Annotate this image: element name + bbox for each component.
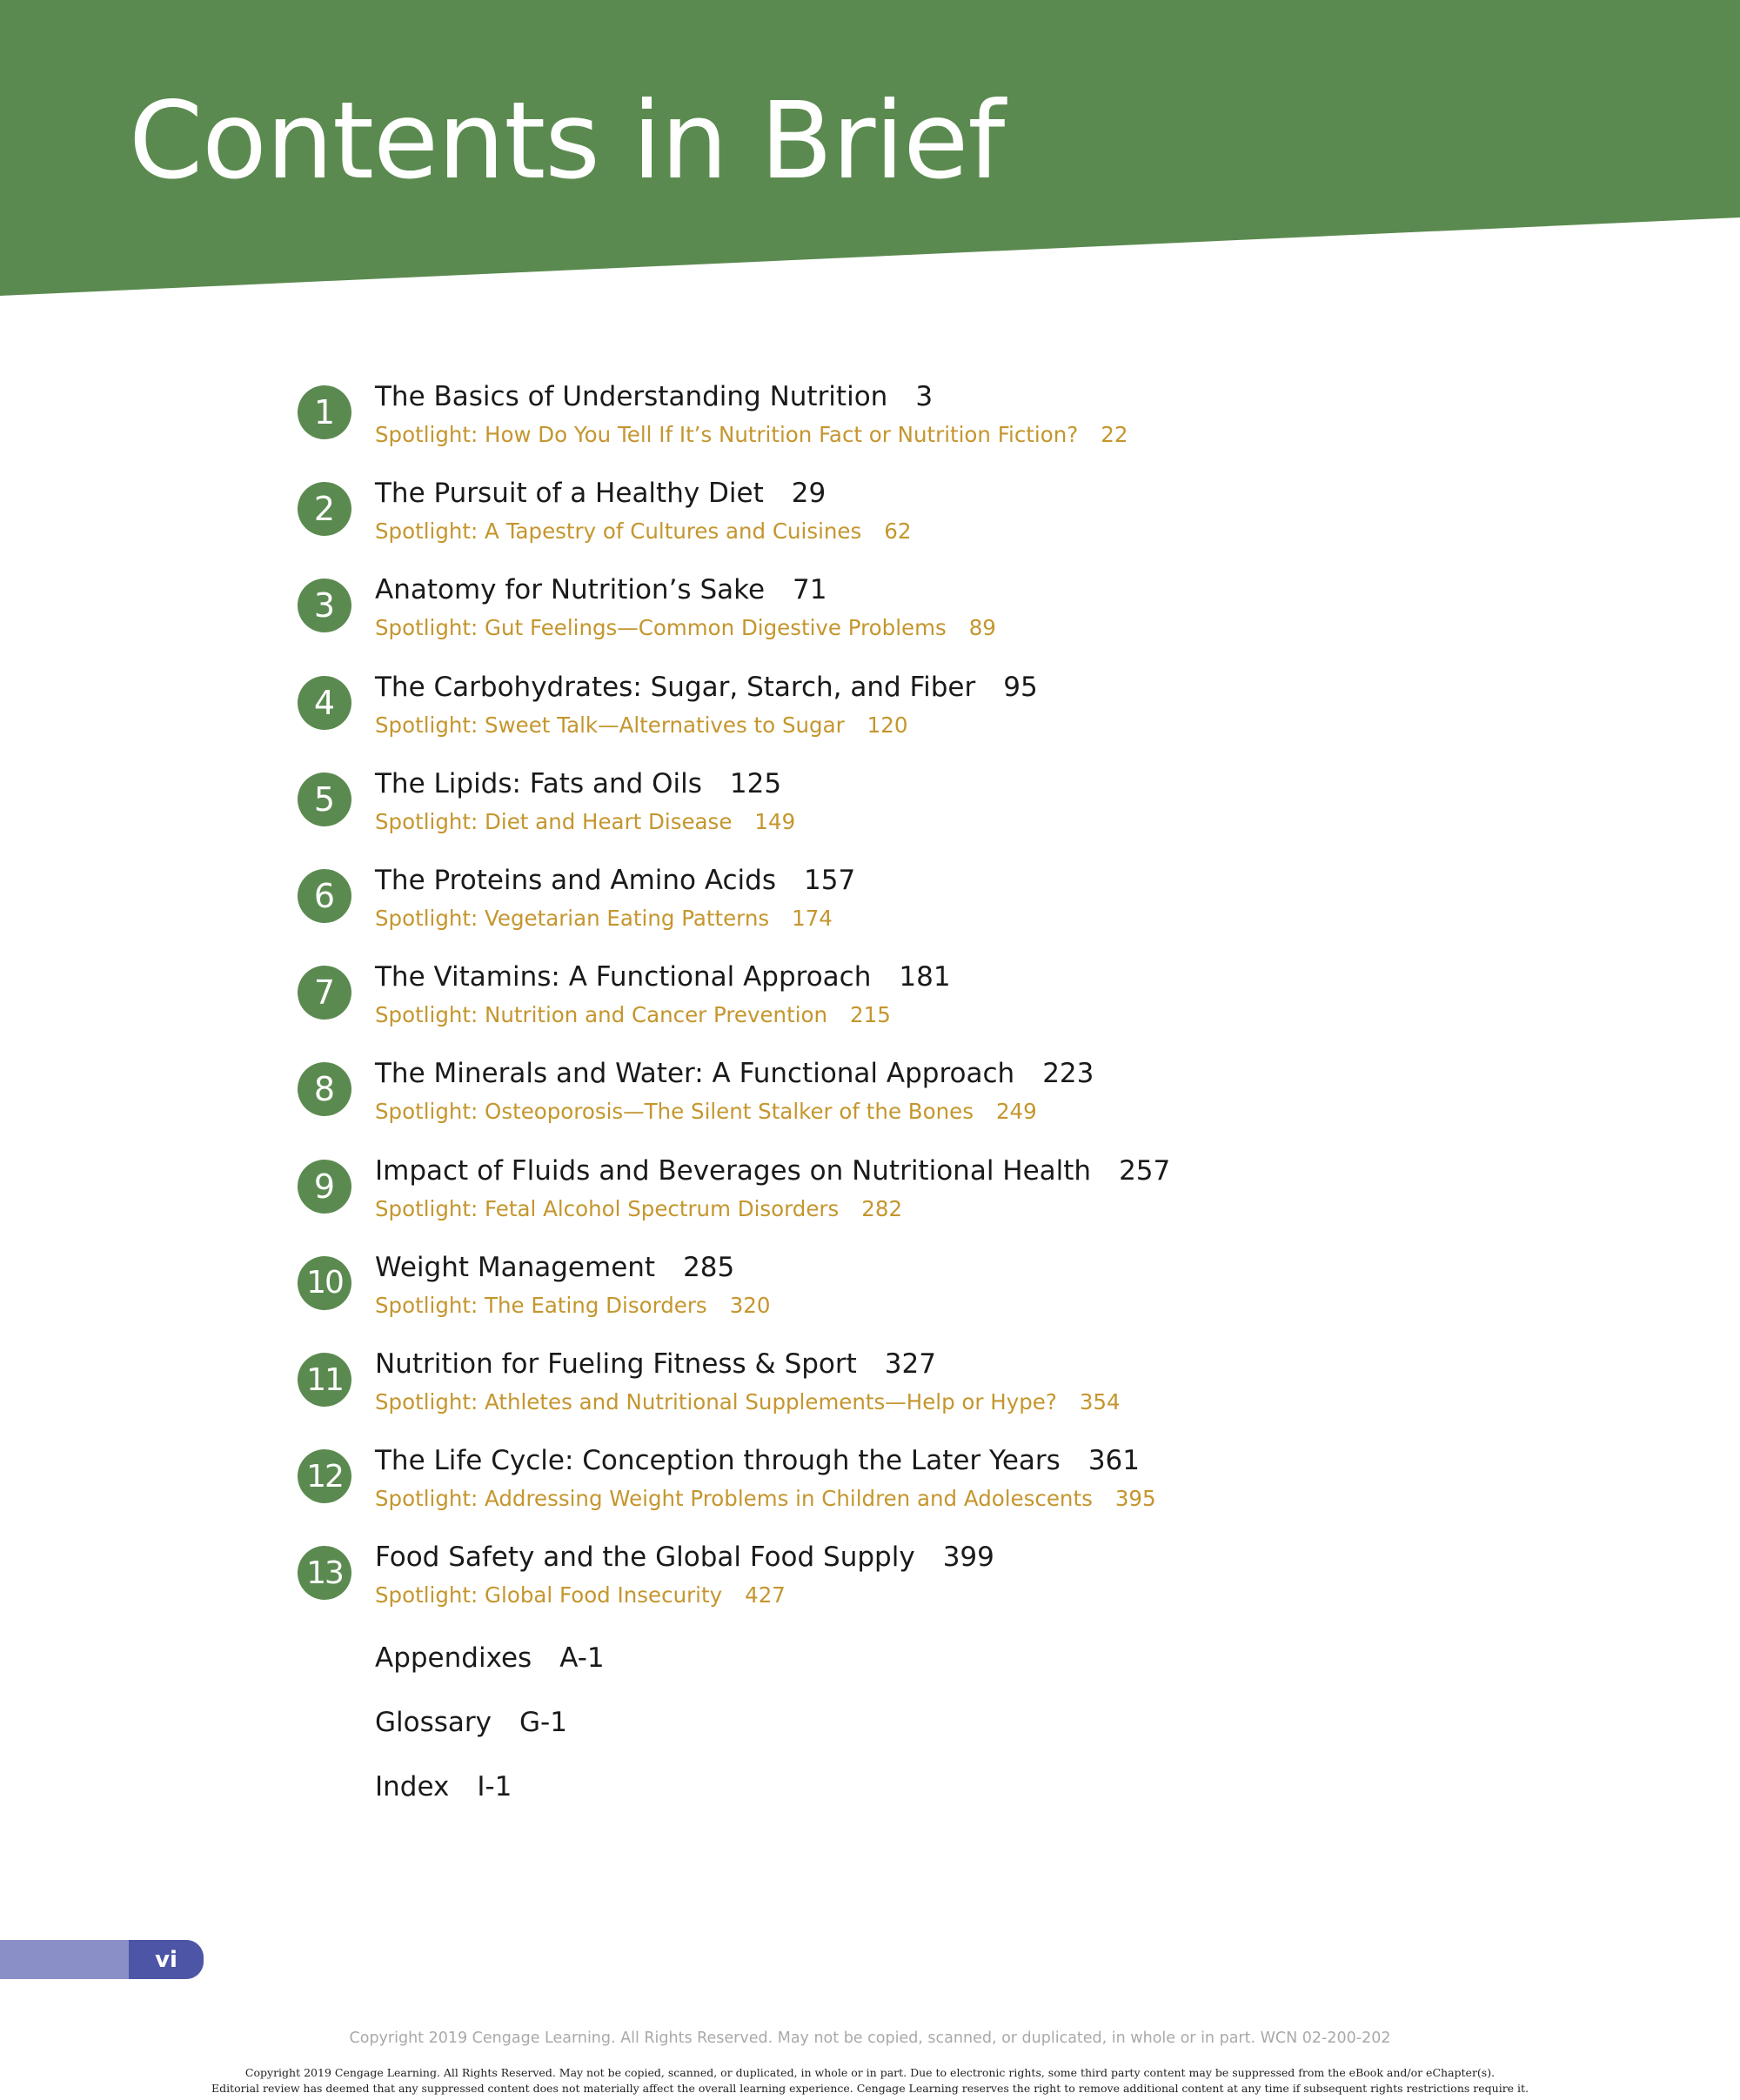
- chapter-number-badge: 4: [298, 676, 351, 730]
- chapter-line: [375, 574, 827, 605]
- chapter-page-number: 71: [793, 574, 827, 606]
- chapter-page-number: 285: [683, 1251, 735, 1283]
- page-title: Contents in Brief: [129, 79, 1005, 203]
- spotlight-page-number: 395: [1114, 1486, 1156, 1512]
- spotlight-page-number: 62: [884, 518, 912, 545]
- spotlight-page-number: 174: [792, 906, 833, 931]
- chapter-line: [375, 672, 1038, 703]
- spotlight-title: Spotlight: Nutrition and Cancer Prevention: [375, 1002, 828, 1028]
- spotlight-page-number: 215: [850, 1002, 891, 1028]
- chapter-number-badge: 12: [298, 1449, 351, 1503]
- chapter-title: The Basics of Understanding Nutrition: [375, 381, 888, 412]
- chapter-entry: [0, 961, 1392, 1053]
- spotlight-line: [375, 422, 1128, 447]
- spotlight-page-number: 120: [867, 712, 908, 738]
- spotlight-title: Spotlight: How Do You Tell If It’s Nutrition Fact or Nutrition Fiction?: [375, 422, 1079, 447]
- page-number-folio: vi: [129, 1940, 204, 1979]
- chapter-entry: [0, 381, 1392, 472]
- back-matter-title: Glossary: [375, 1707, 492, 1738]
- chapter-number-badge: 6: [298, 869, 351, 923]
- chapter-page-number: 157: [804, 865, 856, 896]
- chapter-title: The Lipids: Fats and Oils: [375, 767, 702, 799]
- spotlight-line: [375, 1486, 1156, 1511]
- spotlight-line: [375, 906, 833, 931]
- chapter-line: [375, 961, 951, 993]
- chapter-line: [375, 1155, 1170, 1187]
- chapter-title: The Carbohydrates: Sugar, Starch, and Fiber: [375, 671, 976, 703]
- chapter-entry: [0, 671, 1392, 763]
- chapter-entry: [0, 1058, 1392, 1149]
- spotlight-page-number: 427: [745, 1582, 786, 1608]
- spotlight-line: [375, 615, 996, 640]
- chapter-number-badge: 5: [298, 772, 351, 826]
- chapter-number-badge: 1: [298, 385, 351, 439]
- back-matter-page-number: I-1: [477, 1771, 512, 1802]
- chapter-page-number: 3: [915, 381, 934, 412]
- chapter-number-badge: 3: [298, 579, 351, 632]
- back-matter-title: Appendixes: [375, 1642, 532, 1674]
- chapter-number-badge: 10: [298, 1256, 351, 1310]
- chapter-line: [375, 1252, 734, 1283]
- chapter-page-number: 125: [729, 767, 782, 799]
- spotlight-page-number: 354: [1079, 1389, 1121, 1414]
- chapter-page-number: 399: [942, 1542, 994, 1574]
- back-matter-entry: [375, 1771, 512, 1802]
- spotlight-page-number: 282: [861, 1195, 903, 1221]
- spotlight-line: [375, 1099, 1037, 1124]
- chapter-number-badge: 8: [298, 1062, 351, 1116]
- chapter-line: [375, 381, 933, 412]
- spotlight-page-number: 320: [729, 1292, 771, 1318]
- chapter-number-badge: 11: [298, 1353, 351, 1407]
- chapter-entry: [0, 767, 1392, 859]
- chapter-title: Nutrition for Fueling Fitness & Sport: [375, 1348, 857, 1380]
- chapter-page-number: 181: [899, 961, 951, 993]
- back-matter-entry: [375, 1642, 605, 1674]
- back-matter-page-number: G-1: [519, 1707, 567, 1738]
- chapter-title: The Vitamins: A Functional Approach: [375, 961, 872, 993]
- chapter-title: The Proteins and Amino Acids: [375, 865, 776, 896]
- chapter-title: Food Safety and the Global Food Supply: [375, 1542, 915, 1574]
- spotlight-page-number: 22: [1101, 422, 1128, 447]
- chapter-line: [375, 478, 826, 509]
- chapter-entry: [0, 1445, 1392, 1536]
- chapter-number-badge: 13: [298, 1546, 351, 1600]
- spotlight-title: Spotlight: Addressing Weight Problems in Children and Adolescents: [375, 1486, 1093, 1512]
- chapter-line: [375, 1348, 936, 1380]
- copyright-notice: Copyright 2019 Cengage Learning. All Rights Reserved. May not be copied, scanned, or duplicated, in whole or in part. WCN 02-200-202: [349, 2030, 1391, 2047]
- chapter-entry: [0, 478, 1392, 569]
- chapter-number-badge: 9: [298, 1160, 351, 1214]
- spotlight-title: Spotlight: Vegetarian Eating Patterns: [375, 906, 770, 931]
- spotlight-line: [375, 712, 907, 738]
- chapter-entry: [0, 1542, 1392, 1633]
- spotlight-title: Spotlight: Gut Feelings—Common Digestive Problems: [375, 615, 947, 641]
- spotlight-title: Spotlight: Global Food Insecurity: [375, 1582, 723, 1608]
- chapter-page-number: 95: [1003, 671, 1038, 703]
- legal-notice-line-2: Editorial review has deemed that any suppressed content does not materially affect the overall learning experience. Cengage Learning reserves the right to remove additional content at any time if subsequent rights restrictions require it.: [211, 2082, 1529, 2095]
- back-matter-entry: [375, 1707, 567, 1738]
- spotlight-page-number: 249: [995, 1099, 1037, 1125]
- chapter-entry: [0, 574, 1392, 665]
- chapter-line: [375, 865, 855, 896]
- spotlight-page-number: 89: [968, 615, 996, 641]
- chapter-line: [375, 768, 781, 799]
- chapter-title: Weight Management: [375, 1251, 656, 1283]
- chapter-title: Impact of Fluids and Beverages on Nutritional Health: [375, 1154, 1092, 1187]
- spotlight-title: Spotlight: Sweet Talk—Alternatives to Sugar: [375, 712, 845, 738]
- spotlight-line: [375, 1002, 891, 1027]
- chapter-line: [375, 1445, 1140, 1476]
- chapter-entry: [0, 1348, 1392, 1440]
- chapter-page-number: 361: [1088, 1445, 1140, 1477]
- spotlight-line: [375, 1196, 902, 1221]
- spotlight-title: Spotlight: The Eating Disorders: [375, 1292, 707, 1318]
- spotlight-title: Spotlight: Osteoporosis—The Silent Stalker of the Bones: [375, 1099, 974, 1125]
- spotlight-line: [375, 809, 795, 834]
- spotlight-title: Spotlight: Athletes and Nutritional Supplements—Help or Hype?: [375, 1389, 1057, 1414]
- chapter-entry: [0, 1251, 1392, 1343]
- chapter-title: The Pursuit of a Healthy Diet: [375, 478, 764, 510]
- back-matter-page-number: A-1: [559, 1642, 605, 1674]
- chapter-title: The Life Cycle: Conception through the Later Years: [375, 1445, 1061, 1477]
- chapter-line: [375, 1542, 994, 1573]
- legal-notice-line-1: Copyright 2019 Cengage Learning. All Rights Reserved. May not be copied, scanned, or duplicated, in whole or in part. Due to electronic rights, some third party content may be suppressed from the eBook and/or eChapter(s).: [244, 2066, 1496, 2079]
- chapter-number-badge: 2: [298, 482, 351, 536]
- spotlight-line: [375, 1389, 1121, 1414]
- chapter-page-number: 223: [1042, 1058, 1094, 1090]
- chapter-title: The Minerals and Water: A Functional Approach: [375, 1058, 1015, 1090]
- chapter-page-number: 29: [791, 478, 826, 510]
- spotlight-page-number: 149: [754, 808, 796, 834]
- chapter-entry: [0, 865, 1392, 956]
- chapter-page-number: 257: [1119, 1154, 1171, 1187]
- spotlight-title: Spotlight: A Tapestry of Cultures and Cuisines: [375, 518, 862, 545]
- spotlight-title: Spotlight: Fetal Alcohol Spectrum Disorders: [375, 1195, 840, 1221]
- chapter-title: Anatomy for Nutrition’s Sake: [375, 574, 766, 606]
- chapter-page-number: 327: [884, 1348, 936, 1380]
- spotlight-line: [375, 518, 911, 544]
- back-matter-title: Index: [375, 1771, 450, 1802]
- chapter-line: [375, 1058, 1094, 1089]
- chapter-number-badge: 7: [298, 966, 351, 1020]
- spotlight-line: [375, 1293, 770, 1318]
- chapter-entry: [0, 1154, 1392, 1247]
- spotlight-line: [375, 1582, 786, 1608]
- spotlight-title: Spotlight: Diet and Heart Disease: [375, 808, 733, 834]
